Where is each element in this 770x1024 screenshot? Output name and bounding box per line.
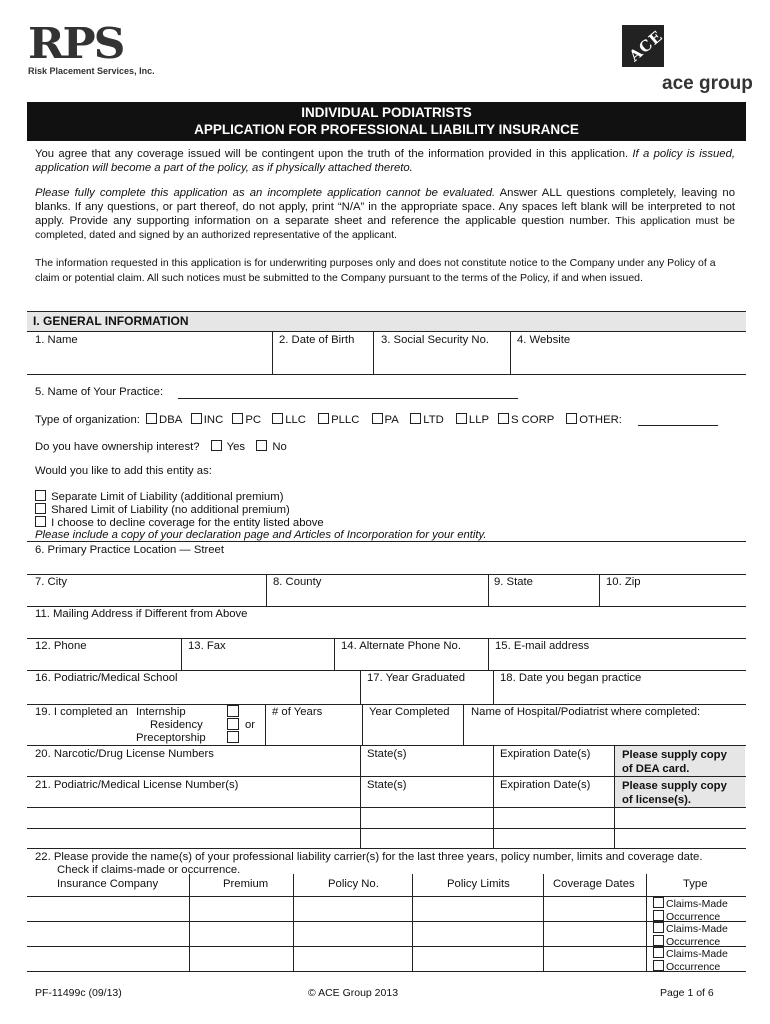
title-line-2: APPLICATION FOR PROFESSIONAL LIABILITY INSURANCE <box>194 122 579 137</box>
carrier-header-company: Insurance Company <box>57 878 159 890</box>
rps-logo-mark: RPS <box>28 19 124 68</box>
org-pa-checkbox[interactable] <box>372 413 383 424</box>
row2-occurrence-checkbox[interactable] <box>653 935 664 946</box>
q6-street-label: 6. Primary Practice Location — Street <box>35 544 224 556</box>
ownership-row: Do you have ownership interest? Yes No <box>35 441 287 453</box>
row1-claims-made-checkbox[interactable] <box>653 897 664 908</box>
entity-note: Please include a copy of your declaration page and Articles of Incorporation for your entity. <box>35 529 487 541</box>
rps-company-name: Risk Placement Services, Inc. <box>28 66 155 76</box>
carrier-header-policy-no: Policy No. <box>328 878 379 890</box>
q5-practice-name-label: 5. Name of Your Practice: <box>35 386 164 398</box>
ace-logo: ACE <box>622 25 664 67</box>
q13-fax-label: 13. Fax <box>188 640 226 652</box>
org-scorp-checkbox[interactable] <box>498 413 509 424</box>
q4-website-label: 4. Website <box>517 334 571 346</box>
carrier-row-1-type: Claims-Made Occurrence <box>653 897 728 923</box>
org-ltd-checkbox[interactable] <box>410 413 421 424</box>
q14-alt-phone-label: 14. Alternate Phone No. <box>341 640 461 652</box>
q2-dob-label: 2. Date of Birth <box>279 334 355 346</box>
entity-decline-checkbox[interactable] <box>35 516 46 527</box>
org-pllc-checkbox[interactable] <box>318 413 329 424</box>
entity-shared-checkbox[interactable] <box>35 503 46 514</box>
section-general-information <box>27 311 746 332</box>
q21-expiration-label: Expiration Date(s) <box>500 779 591 791</box>
footer-page-number: Page 1 of 6 <box>660 987 714 999</box>
carrier-row-2-type: Claims-Made Occurrence <box>653 922 728 948</box>
q1-name-label: 1. Name <box>35 334 78 346</box>
section-title: I. GENERAL INFORMATION <box>33 314 189 328</box>
q12-phone-label: 12. Phone <box>35 640 87 652</box>
q21-label: 21. Podiatric/Medical License Number(s) <box>35 779 239 791</box>
entity-option-separate: Separate Limit of Liability (additional premium) <box>35 490 283 503</box>
q20-label: 20. Narcotic/Drug License Numbers <box>35 748 214 760</box>
q21-states-label: State(s) <box>367 779 407 791</box>
q15-email-label: 15. E-mail address <box>495 640 590 652</box>
q19-or: or <box>245 719 256 731</box>
carrier-header-type: Type <box>683 878 708 890</box>
q22-label-line2: Check if claims-made or occurrence. <box>57 864 241 876</box>
title-bar <box>27 102 746 141</box>
q20-states-label: State(s) <box>367 748 407 760</box>
q5-practice-name-field[interactable] <box>178 398 518 399</box>
org-llp-checkbox[interactable] <box>456 413 467 424</box>
q18-began-practice-label: 18. Date you began practice <box>500 672 642 684</box>
q19-preceptorship-checkbox[interactable] <box>227 731 239 743</box>
footer-copyright: © ACE Group 2013 <box>308 987 399 999</box>
ace-group-wordmark: ace group <box>662 73 753 94</box>
q19-internship-label: Internship <box>136 706 186 718</box>
ownership-no-checkbox[interactable] <box>256 440 267 451</box>
q10-zip-label: 10. Zip <box>606 576 641 588</box>
org-llc-checkbox[interactable] <box>272 413 283 424</box>
row3-claims-made-checkbox[interactable] <box>653 947 664 958</box>
entity-question: Would you like to add this entity as: <box>35 465 212 477</box>
org-dba-checkbox[interactable] <box>146 413 157 424</box>
q22-label-line1: 22. Please provide the name(s) of your professional liability carrier(s) for the last three years, policy number, limits and coverage date. <box>35 851 703 863</box>
footer-form-number: PF-11499c (09/13) <box>35 987 122 999</box>
q7-city-label: 7. City <box>35 576 68 588</box>
rps-logo <box>28 19 155 76</box>
row2-claims-made-checkbox[interactable] <box>653 922 664 933</box>
q19-preceptorship-label: Preceptorship <box>136 732 206 744</box>
q8-county-label: 8. County <box>273 576 322 588</box>
q17-year-graduated-label: 17. Year Graduated <box>367 672 465 684</box>
q20-dea-note: Please supply copy of DEA card. <box>615 746 745 776</box>
row1-occurrence-checkbox[interactable] <box>653 910 664 921</box>
q3-ssn-label: 3. Social Security No. <box>381 334 489 346</box>
row3-occurrence-checkbox[interactable] <box>653 960 664 971</box>
q21-license-note: Please supply copy of license(s). <box>615 777 745 807</box>
entity-option-decline: I choose to decline coverage for the entity listed above <box>35 516 324 529</box>
q19-hospital-label: Name of Hospital/Podiatrist where completed: <box>471 706 701 718</box>
intro-paragraph-2: Please fully complete this application as an incomplete application cannot be evaluated. Answer ALL questions completely, leaving no blanks. If any questions, or part thereof, do not apply, print “N/A” in the appropriate space. Any spaces left blank will be interpreted to not apply. Provide any supporting information on a separate sheet and reference the applicable question number. This application must be completed, dated and signed by an authorized representative of the applicant. <box>35 187 735 241</box>
q19-year-completed-label: Year Completed <box>369 706 450 718</box>
org-pc-checkbox[interactable] <box>232 413 243 424</box>
carrier-header-premium: Premium <box>223 878 269 890</box>
q16-school-label: 16. Podiatric/Medical School <box>35 672 178 684</box>
q19-internship-checkbox[interactable] <box>227 705 239 717</box>
q19-label: 19. I completed an <box>35 706 128 718</box>
intro-paragraph-3: The information requested in this application is for underwriting purposes only and does not constitute notice to the Company under any Policy of a claim or potential claim. All such notices must be submitted to the Company pursuant to the terms of the Policy, if and when issued. <box>35 257 716 284</box>
entity-separate-checkbox[interactable] <box>35 490 46 501</box>
carrier-row-3-type: Claims-Made Occurrence <box>653 947 728 973</box>
org-type-row: Type of organization: DBA INC PC LLC PLLC PA LTD LLP S CORP OTHER: <box>35 414 622 426</box>
q11-mailing-label: 11. Mailing Address if Different from Above <box>35 608 248 620</box>
title-line-1: INDIVIDUAL PODIATRISTS <box>301 105 472 120</box>
entity-option-shared: Shared Limit of Liability (no additional premium) <box>35 503 290 516</box>
q19-residency-label: Residency <box>150 719 203 731</box>
org-other-checkbox[interactable] <box>566 413 577 424</box>
carrier-header-limits: Policy Limits <box>447 878 510 890</box>
q19-years-label: # of Years <box>272 706 323 718</box>
q9-state-label: 9. State <box>494 576 533 588</box>
org-inc-checkbox[interactable] <box>191 413 202 424</box>
carrier-header-dates: Coverage Dates <box>553 878 635 890</box>
ownership-yes-checkbox[interactable] <box>211 440 222 451</box>
q19-residency-checkbox[interactable] <box>227 718 239 730</box>
intro-paragraph-1: You agree that any coverage issued will be contingent upon the truth of the information provided in this application. If a policy is issued, application will become a part of the policy, as if physically attached thereto. <box>35 148 735 174</box>
q20-expiration-label: Expiration Date(s) <box>500 748 591 760</box>
org-other-field[interactable] <box>638 425 718 426</box>
